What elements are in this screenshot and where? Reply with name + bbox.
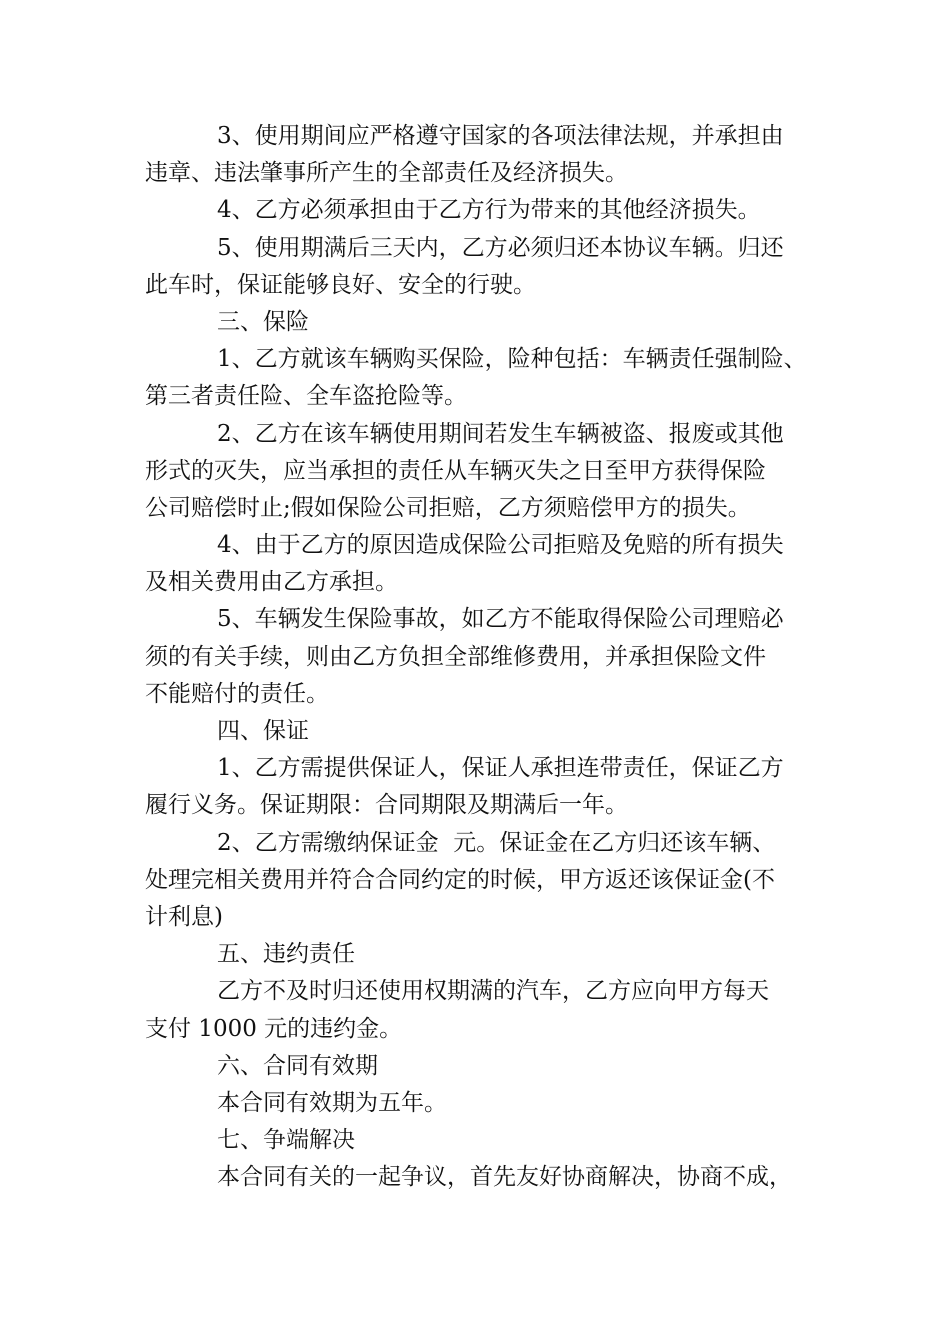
text-line: 2、乙方需缴纳保证金 元。保证金在乙方归还该车辆、: [217, 829, 776, 856]
text-line: 1、乙方就该车辆购买保险，险种包括：车辆责任强制险、: [217, 346, 807, 373]
text-line: 乙方不及时归还使用权期满的汽车，乙方应向甲方每天: [217, 978, 769, 1005]
text-line: 5、车辆发生保险事故，如乙方不能取得保险公司理赔必: [217, 606, 784, 633]
text-line: 4、乙方必须承担由于乙方行为带来的其他经济损失。: [217, 197, 761, 224]
text-line: 及相关费用由乙方承担。: [145, 569, 398, 596]
text-line: 本合同有效期为五年。: [217, 1089, 447, 1116]
text-line: 不能赔付的责任。: [145, 680, 329, 707]
text-line: 履行义务。保证期限：合同期限及期满后一年。: [145, 792, 628, 819]
section-heading-validity: 六、合同有效期: [217, 1052, 378, 1079]
section-heading-guarantee: 四、保证: [217, 718, 309, 744]
section-heading-insurance: 三、保险: [217, 308, 309, 335]
text-line: 须的有关手续，则由乙方负担全部维修费用，并承担保险文件: [145, 643, 766, 670]
text-line: 违章、违法肇事所产生的全部责任及经济损失。: [145, 160, 628, 187]
text-line: 本合同有关的一起争议，首先友好协商解决，协商不成，: [217, 1164, 792, 1191]
text-line: 2、乙方在该车辆使用期间若发生车辆被盗、报废或其他: [217, 420, 784, 447]
text-line: 第三者责任险、全车盗抢险等。: [145, 383, 467, 410]
section-heading-dispute: 七、争端解决: [217, 1127, 355, 1154]
text-line: 支付 1000 元的违约金。: [145, 1015, 403, 1042]
text-line: 计利息): [145, 903, 223, 930]
text-line: 形式的灭失，应当承担的责任从车辆灭失之日至甲方获得保险: [145, 457, 766, 484]
text-line: 1、乙方需提供保证人，保证人承担连带责任，保证乙方: [217, 755, 784, 782]
contract-body: [145, 118, 810, 1196]
section-heading-liability: 五、违约责任: [217, 941, 355, 968]
text-line: 处理完相关费用并符合合同约定的时候，甲方返还该保证金(不: [145, 866, 775, 893]
text-line: 此车时，保证能够良好、安全的行驶。: [145, 271, 536, 298]
text-line: 3、使用期间应严格遵守国家的各项法律法规，并承担由: [217, 123, 784, 149]
text-line: 5、使用期满后三天内，乙方必须归还本协议车辆。归还: [217, 234, 784, 261]
text-line: 4、由于乙方的原因造成保险公司拒赔及免赔的所有损失: [217, 532, 784, 559]
text-line: 公司赔偿时止;假如保险公司拒赔，乙方须赔偿甲方的损失。: [145, 494, 751, 521]
